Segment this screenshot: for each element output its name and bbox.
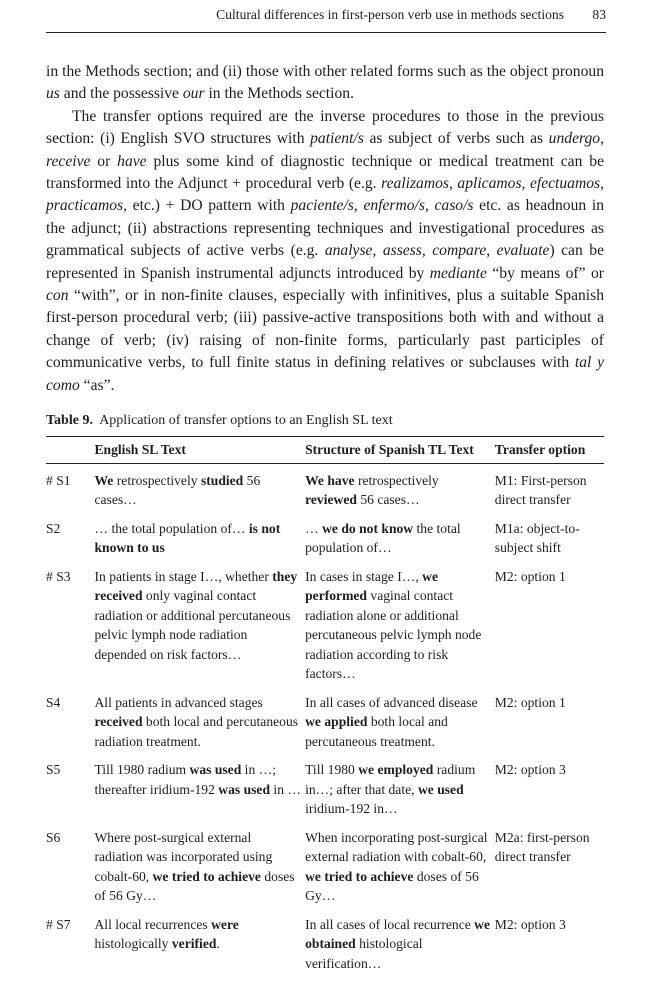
bold-phrase: was used bbox=[218, 781, 271, 797]
text-run: both local and percutaneous treatment. bbox=[305, 714, 448, 749]
italic-term: assess bbox=[382, 242, 422, 260]
table-caption bbox=[46, 413, 393, 429]
text-run: In patients in stage I…, whether bbox=[94, 568, 273, 584]
spanish-tl-cell bbox=[305, 911, 495, 979]
italic-term: patient/s bbox=[310, 130, 364, 148]
text-run: 56 cases… bbox=[356, 492, 420, 507]
bold-phrase: received bbox=[94, 714, 143, 729]
italic-term: analyse bbox=[324, 242, 373, 260]
spanish-tl-cell bbox=[305, 689, 495, 757]
running-title: Cultural differences in first-person verb use in methods sections bbox=[216, 7, 564, 22]
bold-phrase: studied bbox=[200, 472, 244, 488]
transfer-option-cell: M2: option 3 bbox=[494, 762, 566, 777]
text-run: “as”. bbox=[79, 376, 115, 394]
table-row bbox=[46, 911, 604, 979]
bold-phrase: reviewed bbox=[305, 492, 357, 507]
table-body bbox=[46, 463, 604, 978]
text-run: In cases in stage I…, bbox=[305, 568, 423, 584]
italic-term: caso/s bbox=[434, 197, 474, 215]
text-run: 56 cases… bbox=[94, 472, 261, 507]
italic-term: aplicamos bbox=[457, 175, 522, 193]
bold-phrase: were bbox=[211, 916, 239, 932]
italic-term: evaluate bbox=[496, 242, 550, 260]
italic-term: practicamos bbox=[46, 197, 124, 215]
bold-phrase: we obtained bbox=[305, 916, 491, 951]
spanish-tl-cell bbox=[305, 824, 495, 911]
table-row bbox=[46, 824, 604, 911]
italic-term: compare bbox=[432, 242, 487, 260]
italic-term: have bbox=[117, 152, 147, 170]
italic-term: mediante bbox=[429, 264, 487, 282]
table-row bbox=[46, 563, 604, 689]
text-run: , bbox=[600, 130, 604, 148]
text-run: etc. as headnoun in the adjunct; (ii) abstractions representing techniques and investigational procedures as grammatical subjects of active verbs (e.g. bbox=[46, 197, 605, 260]
bold-phrase: We have bbox=[305, 472, 355, 488]
text-run: In all cases of advanced disease bbox=[305, 694, 478, 710]
bold-phrase: verified bbox=[171, 936, 217, 951]
text-run: In all cases of local recurrence bbox=[305, 916, 475, 932]
english-sl-cell bbox=[94, 515, 305, 563]
text-run: plus some kind of diagnostic technique or medical treatment can be transformed into the Adjunct + procedural verb (e.g. bbox=[46, 152, 604, 193]
sentence-id: S6 bbox=[46, 829, 61, 845]
table-caption-label: Table 9. bbox=[46, 413, 93, 428]
text-run: , bbox=[421, 242, 433, 260]
sentence-id: # S1 bbox=[46, 472, 71, 488]
text-run: Till 1980 bbox=[305, 762, 359, 777]
text-run: retrospectively bbox=[354, 472, 439, 488]
running-header bbox=[46, 6, 606, 33]
bold-phrase: is not known to us bbox=[94, 520, 281, 555]
bold-phrase: we do not know bbox=[322, 520, 414, 536]
header-cell-id bbox=[46, 437, 94, 464]
text-run: “with”, or in non-finite clauses, especially with infinitives, plus a suitable Spanish first-person procedural verb; (iii) passive-active transpositions both with and without a change of verb; (iv) raising of non-finite forms, particularly past participles of communicative verbs, to full finite status in defining relatives or subclauses with bbox=[46, 287, 604, 372]
italic-term: realizamos bbox=[381, 175, 449, 193]
spanish-tl-cell bbox=[305, 515, 495, 563]
page-number: 83 bbox=[592, 7, 606, 22]
english-sl-cell bbox=[94, 463, 305, 515]
transfer-option-cell: M1: First-person direct transfer bbox=[494, 472, 587, 507]
transfer-options-table bbox=[46, 436, 604, 978]
text-run: vaginal contact radiation alone or additional percutaneous pelvic lymph node radiation according to risk factors… bbox=[305, 588, 482, 681]
header-cell-option: Transfer option bbox=[495, 437, 604, 464]
header-cell-english: English SL Text bbox=[94, 437, 305, 464]
header-cell-spanish: Structure of Spanish TL Text bbox=[305, 437, 495, 464]
italic-term: enfermo/s bbox=[363, 197, 425, 215]
text-run: … bbox=[305, 520, 323, 536]
transfer-option-cell: M2: option 1 bbox=[494, 568, 566, 584]
bold-phrase: we used bbox=[417, 781, 464, 797]
text-run: All local recurrences bbox=[94, 916, 212, 932]
bold-phrase: we tried to achieve bbox=[152, 868, 261, 884]
table-caption-text: Application of transfer options to an English SL text bbox=[99, 413, 393, 428]
text-run: All patients in advanced stages bbox=[94, 694, 263, 710]
table-row bbox=[46, 515, 604, 563]
english-sl-cell bbox=[94, 911, 305, 979]
text-run: Till 1980 radium bbox=[94, 762, 190, 777]
text-run: . bbox=[216, 936, 220, 951]
english-sl-cell bbox=[94, 824, 305, 911]
text-run: When incorporating post-surgical external radiation with cobalt-60, bbox=[305, 829, 488, 864]
bold-phrase: was used bbox=[189, 762, 242, 777]
bold-phrase: we employed bbox=[358, 762, 434, 777]
table-row bbox=[46, 463, 604, 515]
text-run: histological verification… bbox=[305, 936, 423, 971]
italic-term: our bbox=[182, 85, 205, 103]
sentence-id: # S7 bbox=[46, 916, 71, 932]
text-run: ) can be represented in Spanish instrumental adjuncts introduced by bbox=[46, 242, 604, 282]
text-run: radium in…; after that date, bbox=[305, 762, 476, 797]
transfer-option-cell: M2a: first-person direct transfer bbox=[494, 829, 590, 864]
text-run: doses of 56 Gy… bbox=[94, 868, 295, 903]
spanish-tl-cell bbox=[305, 563, 495, 689]
text-run: , bbox=[448, 175, 458, 193]
italic-term: tal y como bbox=[46, 354, 604, 394]
table-row bbox=[46, 689, 604, 757]
text-run: in the Methods section; and (ii) those with other related forms such as the object pronoun bbox=[46, 63, 604, 80]
italic-term: undergo bbox=[548, 130, 601, 148]
transfer-option-cell: M2: option 1 bbox=[494, 694, 566, 710]
text-run: only vaginal contact radiation or additional percutaneous pelvic lymph node radiation depended on risk factors… bbox=[94, 588, 291, 662]
text-run: iridium-192 in… bbox=[305, 801, 398, 816]
sentence-id: # S3 bbox=[46, 568, 71, 584]
english-sl-cell bbox=[94, 563, 305, 689]
transfer-option-cell: M1a: object-to-subject shift bbox=[494, 520, 580, 555]
text-run: or bbox=[90, 152, 118, 170]
text-run: retrospectively bbox=[113, 472, 201, 488]
text-run: … the total population of… bbox=[94, 520, 249, 536]
italic-term: paciente/s bbox=[290, 197, 354, 215]
italic-term: con bbox=[46, 287, 69, 305]
text-run: in …; thereafter iridium-192 bbox=[94, 762, 277, 797]
italic-term: us bbox=[46, 85, 60, 103]
text-run: , bbox=[521, 175, 530, 193]
english-sl-cell bbox=[94, 756, 305, 824]
text-run: “by means of” or bbox=[486, 264, 604, 282]
bold-phrase: we performed bbox=[305, 568, 438, 603]
sentence-id: S4 bbox=[46, 694, 61, 710]
spanish-tl-cell bbox=[305, 756, 495, 824]
text-run: , bbox=[353, 197, 364, 215]
text-run: , bbox=[600, 175, 604, 193]
text-run: both local and percutaneous radiation treatment. bbox=[94, 714, 299, 749]
paragraph bbox=[46, 61, 604, 106]
bold-phrase: we applied bbox=[305, 714, 368, 729]
text-run: doses of 56 Gy… bbox=[305, 868, 479, 903]
sentence-id: S5 bbox=[46, 762, 61, 777]
spanish-tl-cell bbox=[305, 463, 495, 515]
bold-phrase: they received bbox=[94, 568, 298, 603]
text-run: , bbox=[372, 242, 383, 260]
text-run: and the possessive bbox=[59, 85, 183, 103]
text-run: in … bbox=[270, 781, 301, 797]
paragraph bbox=[46, 106, 604, 397]
text-run: in the Methods section. bbox=[204, 85, 354, 103]
text-run: histologically bbox=[94, 936, 172, 951]
transfer-option-cell: M2: option 3 bbox=[494, 916, 566, 932]
table-row bbox=[46, 756, 604, 824]
text-run: , bbox=[424, 197, 435, 215]
bold-phrase: we tried to achieve bbox=[305, 868, 414, 884]
text-run: the total population of… bbox=[305, 520, 461, 555]
italic-term: receive bbox=[46, 152, 91, 170]
text-run: , etc.) + DO pattern with bbox=[123, 197, 291, 215]
body-text bbox=[46, 61, 604, 397]
bold-phrase: We bbox=[94, 472, 114, 488]
text-run: , bbox=[486, 242, 497, 260]
text-run: as subject of verbs such as bbox=[363, 130, 549, 148]
sentence-id: S2 bbox=[46, 520, 61, 536]
italic-term: efectuamos bbox=[529, 175, 601, 193]
text-run: Where post-surgical external radiation was incorporated using cobalt-60, bbox=[94, 829, 273, 884]
english-sl-cell bbox=[94, 689, 305, 757]
text-run: The transfer options required are the inverse procedures to those in the previous section: (i) English SVO structures with bbox=[46, 107, 604, 148]
table-header-row bbox=[46, 437, 604, 464]
